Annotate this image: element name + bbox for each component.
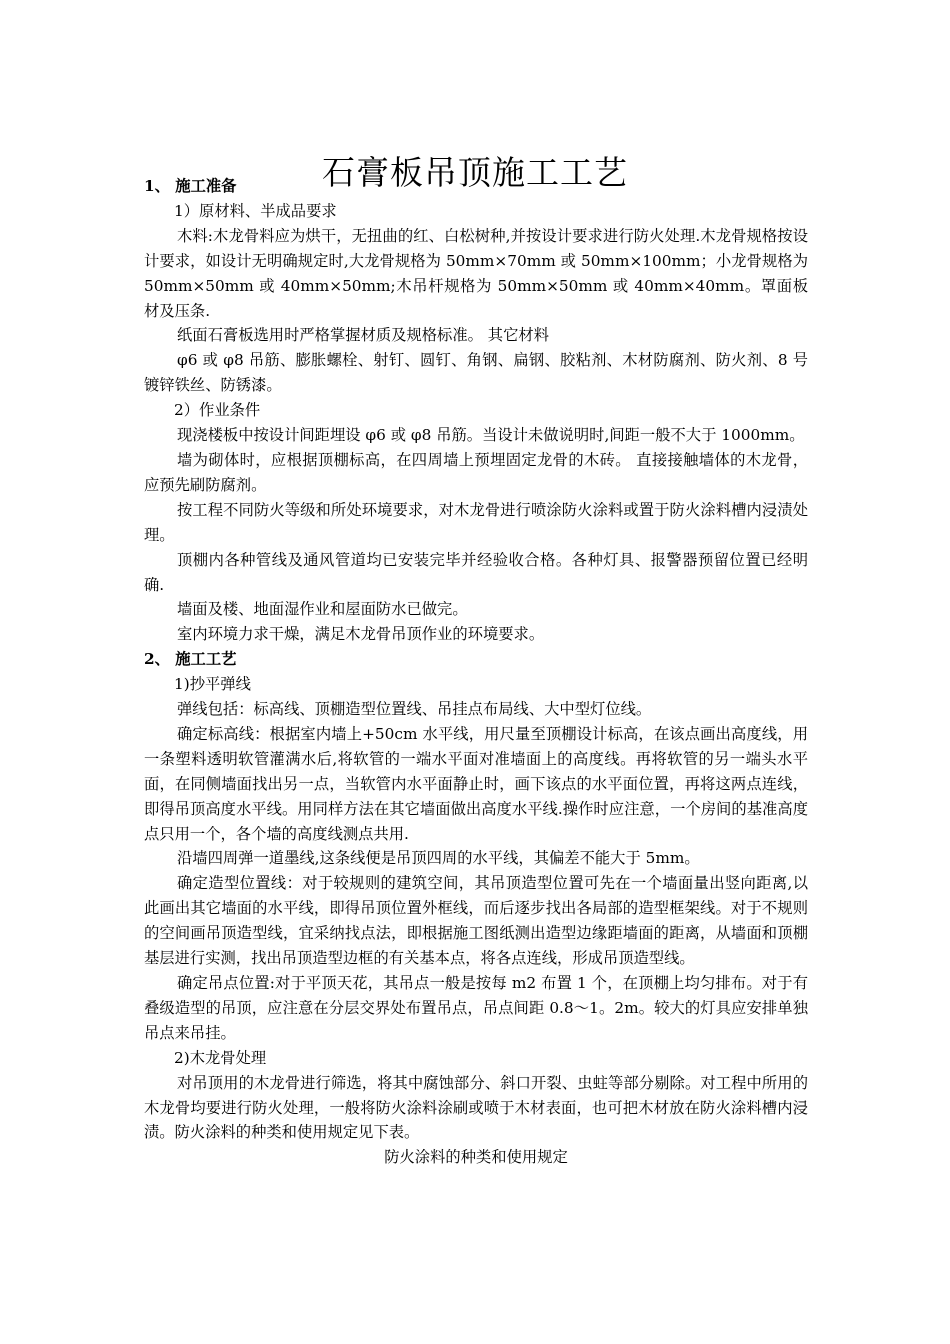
paragraph-shape-line: 确定造型位置线：对于较规则的建筑空间，其吊顶造型位置可先在一个墙面量出竖向距离,以此画出其它墙面的水平线，即得吊顶位置外框线，而后逐步找出各局部的造型框架线。对于不规则的空间画吊顶造型线，宜采纳找点法，即根据施工图纸测出造型边缘距墙面的距离，从墙面和顶棚基层进行实测，找出吊顶造型边框的有关基本点，将各点连线，形成吊顶造型线。 xyxy=(144,874,808,968)
paragraph-ink-line: 沿墙四周弹一道墨线,这条线便是吊顶四周的水平线，其偏差不能大于 5mm。 xyxy=(177,849,700,868)
page-title: 石膏板吊顶施工工艺 xyxy=(322,153,628,193)
subheading-wood-treatment: 2)木龙骨处理 xyxy=(174,1048,267,1067)
paragraph-condition-4: 顶棚内各种管线及通风管道均已安装完毕并经验收合格。各种灯具、报警器预留位置已经明确. xyxy=(144,550,808,594)
paragraph-condition-6: 室内环境力求干燥，满足木龙骨吊顶作业的环境要求。 xyxy=(177,625,545,644)
table-caption: 防火涂料的种类和使用规定 xyxy=(384,1148,568,1167)
paragraph-condition-1: 现浇楼板中按设计间距埋设 φ6 或 φ8 吊筋。当设计未做说明时,间距一般不大于 1000mm。 xyxy=(177,426,805,445)
document-body xyxy=(144,174,808,1170)
subheading-work-conditions: 2）作业条件 xyxy=(174,401,261,420)
paragraph-elevation-line: 确定标高线：根据室内墙上+50cm 水平线，用尺量至顶棚设计标高，在该点画出高度线，用一条塑料透明软管灌满水后,将软管的一端水平面对准墙面上的高度线。再将软管的另一端头水平面，在同侧墙面找出另一点，当软管内水平面静止时，画下该点的水平面位置，再将这两点连线，即得吊顶高度水平线。用同样方法在其它墙面做出高度水平线.操作时应注意，一个房间的基准高度点只用一个，各个墙的高度线测点共用. xyxy=(144,724,808,843)
paragraph-other-materials: φ6 或 φ8 吊筋、膨胀螺栓、射钉、圆钉、角钢、扁钢、胶粘剂、木材防腐剂、防火剂、8 号镀锌铁丝、防锈漆。 xyxy=(144,351,808,395)
paragraph-gypsum: 纸面石膏板选用时严格掌握材质及规格标准。 其它材料 xyxy=(177,326,549,345)
paragraph-wood-treatment: 对吊顶用的木龙骨进行筛选，将其中腐蚀部分、斜口开裂、虫蛀等部分剔除。对工程中所用的木龙骨均要进行防火处理，一般将防火涂料涂刷或喷于木材表面，也可把木材放在防火涂料槽内浸渍。防火涂料的种类和使用规定见下表。 xyxy=(144,1073,808,1142)
section-heading-preparation: 1、 施工准备 xyxy=(144,177,237,195)
paragraph-hanging-points: 确定吊点位置:对于平顶天花，其吊点一般是按每 m2 布置 1 个，在顶棚上均匀排布。对于有叠级造型的吊顶，应注意在分层交界处布置吊点，吊点间距 0.8～1。2m。较大的灯具应安排单独吊点来吊挂。 xyxy=(144,974,808,1042)
subheading-materials: 1）原材料、半成品要求 xyxy=(174,201,337,220)
section-heading-process: 2、 施工工艺 xyxy=(144,650,237,669)
paragraph-condition-5: 墙面及楼、地面湿作业和屋面防水已做完。 xyxy=(177,600,468,619)
subheading-leveling: 1)抄平弹线 xyxy=(174,675,251,694)
paragraph-condition-2: 墙为砌体时，应根据顶棚标高，在四周墙上预埋固定龙骨的木砖。 直接接触墙体的木龙骨，应预先刷防腐剂。 xyxy=(144,450,808,494)
paragraph-lines-include: 弹线包括：标高线、顶棚造型位置线、吊挂点布局线、大中型灯位线。 xyxy=(177,700,652,719)
paragraph-condition-3: 按工程不同防火等级和所处环境要求，对木龙骨进行喷涂防火涂料或置于防火涂料槽内浸渍处理。 xyxy=(144,500,808,544)
paragraph-wood: 木料:木龙骨料应为烘干，无扭曲的红、白松树种,并按设计要求进行防火处理.木龙骨规格按设计要求，如设计无明确规定时,大龙骨规格为 50mm×70mm 或 50mm×100mm；小龙骨规格为 50mm×50mm 或 40mm×50mm;木吊杆规格为 50mm×50mm 或 40mm×40mm。罩面板材及压条. xyxy=(144,226,808,320)
